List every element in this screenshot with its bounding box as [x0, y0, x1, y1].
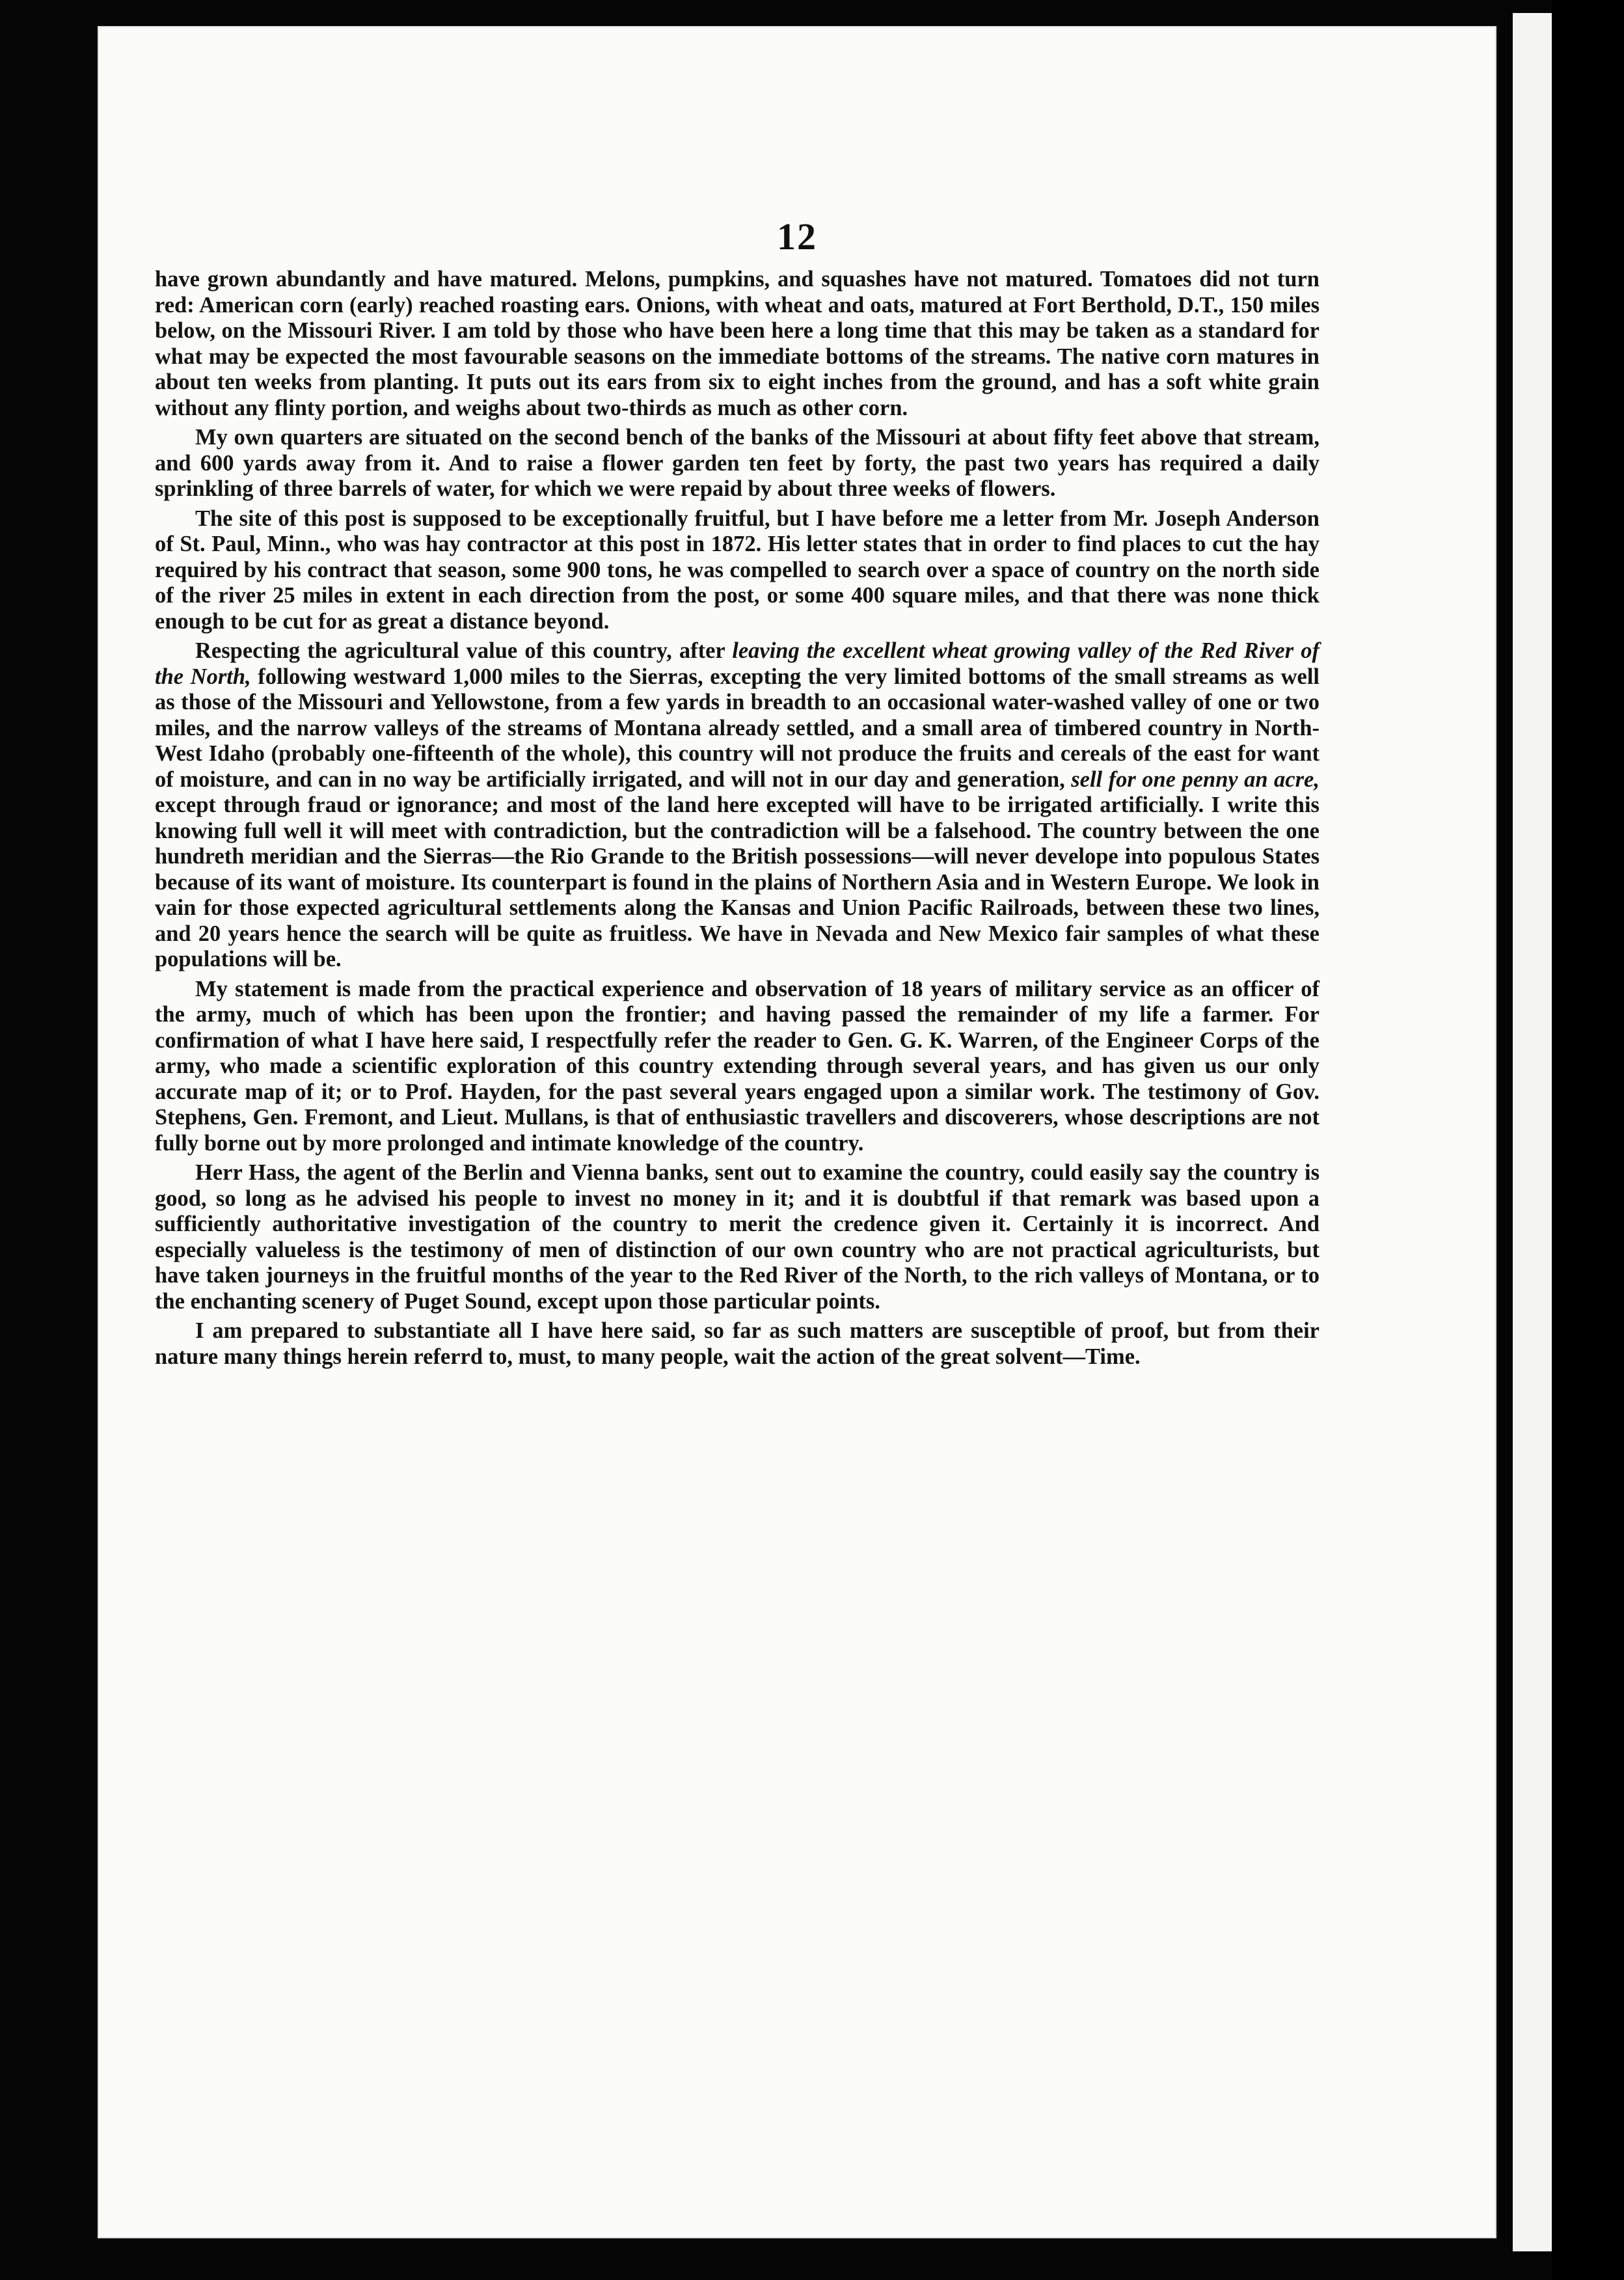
paragraph — [155, 267, 1320, 421]
body-text — [155, 267, 1320, 1374]
text-run: have grown abundantly and have matured. Melons, pumpkins, and squashes have not matured. Tomatoes did not turn red: American corn (early) reached roasting ears. Onions, with wheat and oats, matured at Fort Berthold, D.T., 150 miles below, on the Missouri River. I am told by those who have been here a long time that this may be taken as a standard for what may be expected the most favourable seasons on the immediate bottoms of the streams. The native corn matures in about ten weeks from planting. It puts out its ears from six to eight inches from the ground, and has a soft white grain without any flinty portion, and weighs about two-thirds as much as other corn. — [155, 267, 1320, 420]
paragraph — [155, 638, 1320, 973]
paragraph — [155, 506, 1320, 635]
text-run: My own quarters are situated on the second bench of the banks of the Missouri at about fifty feet above that stream, and 600 yards away from it. And to raise a flower garden ten feet by forty, the past two years has required a daily sprinkling of three barrels of water, for which we were repaid by about three weeks of flowers. — [155, 425, 1320, 501]
scan-border-right — [1552, 0, 1624, 2280]
text-run: My statement is made from the practical experience and observation of 18 years of military service as an officer of the army, much of which has been upon the frontier; and having passed the remainder of my life a farmer. For confirmation of what I have here said, I respectfully refer the reader to Gen. G. K. Warren, of the Engineer Corps of the army, who made a scientific exploration of this country extending through several years, and has given us our only accurate map of it; or to Prof. Hayden, for the past several years engaged upon a similar work. The testimony of Gov. Stephens, Gen. Fremont, and Lieut. Mullans, is that of enthusiastic travellers and discoverers, whose descriptions are not fully borne out by more prolonged and intimate knowledge of the country. — [155, 976, 1320, 1156]
paragraph — [155, 1318, 1320, 1370]
text-run: following westward 1,000 miles to the Sierras, excepting the very limited bottoms of the small streams as well as those of the Missouri and Yellowstone, from a few yards in breadth to an occasional water-washed valley of one or two miles, and the narrow valleys of the streams of Montana already settled, and a small area of timbered country in North-West Idaho (probably one-fifteenth of the whole), this country will not produce the fruits and cereals of the east for want of moisture, and can in no way be artificially irrigated, and will not in our day and generation, — [155, 664, 1320, 792]
text-run: I am prepared to substantiate all I have here said, so far as such matters are susceptible of proof, but from their nature many things herein referrd to, must, to many people, wait the action of the great solvent—Time. — [155, 1318, 1320, 1369]
paragraph — [155, 1160, 1320, 1314]
text-run: The site of this post is supposed to be exceptionally fruitful, but I have before me a letter from Mr. Joseph Anderson of St. Paul, Minn., who was hay contractor at this post in 1872. His letter states that in order to find places to cut the hay required by his contract that season, some 900 tons, he was compelled to search over a space of country on the north side of the river 25 miles in extent in each direction from the post, or some 400 square miles, and that there was none thick enough to be cut for as great a distance beyond. — [155, 506, 1320, 634]
italic-text: leaving the excellent wheat growing valley of the Red River of the North, — [155, 638, 1320, 689]
page-number: 12 — [777, 215, 817, 258]
paragraph — [155, 425, 1320, 502]
text-run: Herr Hass, the agent of the Berlin and Vienna banks, sent out to examine the country, could easily say the country is good, so long as he advised his people to invest no money in it; and it is doubtful if that remark was based upon a sufficiently authoritative investigation of the country to merit the credence given it. Certainly it is incorrect. And especially valueless is the testimony of men of distinction of our own country who are not practical agriculturists, but have taken journeys in the fruitful months of the year to the Red River of the North, to the rich valleys of Montana, or to the enchanting scenery of Puget Sound, except upon those particular points. — [155, 1160, 1320, 1314]
text-run: except through fraud or ignorance; and most of the land here excepted will have to be irrigated artificially. I write this knowing full well it will meet with contradiction, but the contradiction will be a falsehood. The country between the one hundreth meridian and the Sierras—the Rio Grande to the British possessions—will never develope into populous States because of its want of moisture. Its counterpart is found in the plains of Northern Asia and in Western Europe. We look in vain for those expected agricultural settlements along the Kansas and Union Pacific Railroads, between these two lines, and 20 years hence the search will be quite as fruitless. We have in Nevada and New Mexico fair samples of what these populations will be. — [155, 793, 1320, 971]
paragraph — [155, 977, 1320, 1157]
adjacent-page-edge — [1513, 13, 1552, 2251]
italic-text: sell for one penny an acre, — [1071, 767, 1320, 792]
text-run: Respecting the agricultural value of this country, after — [195, 638, 733, 663]
